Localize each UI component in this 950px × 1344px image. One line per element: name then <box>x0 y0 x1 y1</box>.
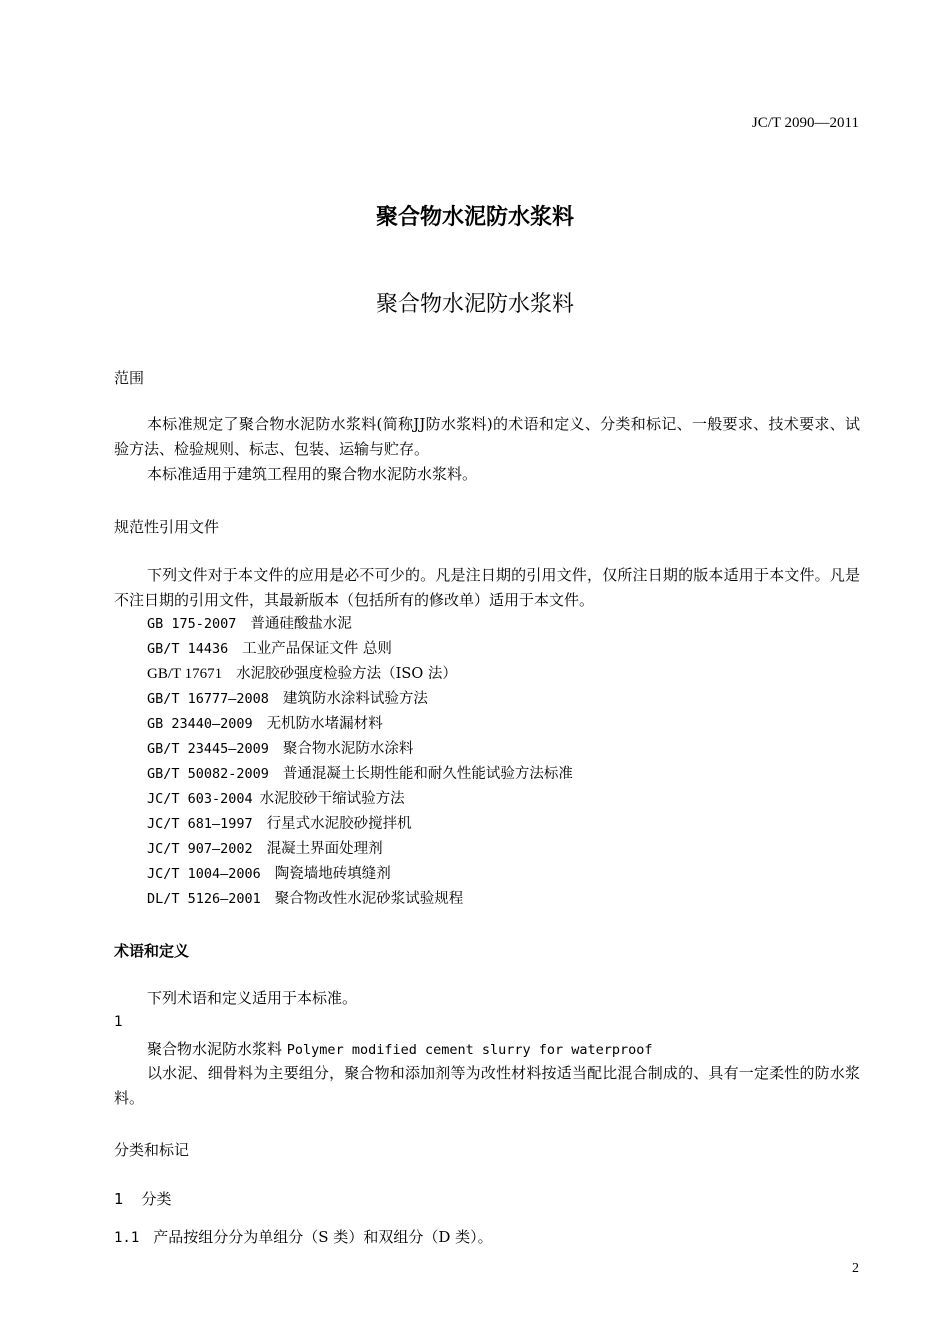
reference-code: GB/T 14436 <box>147 641 229 657</box>
reference-item <box>147 687 573 712</box>
document-title-bold: 聚合物水泥防水浆料 <box>375 205 574 230</box>
reference-code: DL/T 5126—2001 <box>147 891 261 907</box>
references-heading: 规范性引用文件 <box>114 518 220 536</box>
reference-title: 水泥胶砂干缩试验方法 <box>259 791 405 807</box>
term-english: Polymer modified cement slurry for waterproof <box>286 1042 653 1058</box>
reference-code: JC/T 1004—2006 <box>147 866 261 882</box>
clause-1-1 <box>114 1226 493 1247</box>
standard-code: JC/T 2090—2011 <box>751 115 859 131</box>
reference-item <box>147 887 573 912</box>
term-definition: 以水泥、细骨料为主要组分，聚合物和添加剂等为改性材料按适当配比混合制成的、具有一定柔性的防水浆料。 <box>114 1064 860 1107</box>
reference-item <box>147 612 573 637</box>
reference-title: 行星式水泥胶砂搅拌机 <box>266 816 412 832</box>
references-intro: 下列文件对于本文件的应用是必不可少的。凡是注日期的引用文件，仅所注日期的版本适用于本文件。凡是不注日期的引用文件，其最新版本（包括所有的修改单）适用于本文件。 <box>114 566 860 609</box>
reference-item <box>147 762 573 787</box>
reference-item <box>147 812 573 837</box>
scope-paragraph-1: 本标准规定了聚合物水泥防水浆料(简称JJ防水浆料)的术语和定义、分类和标记、一般要求、技术要求、试验方法、检验规则、标志、包装、运输与贮存。 <box>114 415 860 458</box>
reference-code: GB/T 23445—2009 <box>147 741 269 757</box>
scope-paragraph-2: 本标准适用于建筑工程用的聚合物水泥防水浆料。 <box>147 465 478 483</box>
terms-heading: 术语和定义 <box>114 942 190 960</box>
reference-item <box>147 662 573 687</box>
classification-subheading <box>114 1188 172 1209</box>
subheading-label: 分类 <box>141 1190 172 1208</box>
reference-code: GB/T 50082-2009 <box>147 766 269 782</box>
reference-title: 无机防水堵漏材料 <box>266 716 383 732</box>
classification-heading: 分类和标记 <box>114 1141 190 1159</box>
reference-title: 普通混凝土长期性能和耐久性能试验方法标准 <box>282 766 573 782</box>
reference-item <box>147 637 573 662</box>
term-chinese: 聚合物水泥防水浆料 <box>147 1040 283 1058</box>
subheading-number: 1 <box>114 1190 124 1208</box>
reference-title: 建筑防水涂料试验方法 <box>282 691 428 707</box>
reference-title: 普通硅酸盐水泥 <box>250 616 352 632</box>
page-number: 2 <box>852 1261 859 1276</box>
reference-code: GB 175-2007 <box>147 616 237 632</box>
clause-number: 1.1 <box>114 1230 140 1246</box>
reference-code: GB 23440—2009 <box>147 716 253 732</box>
reference-title: 混凝土界面处理剂 <box>266 841 383 857</box>
term-number: 1 <box>114 1014 123 1030</box>
reference-title: 聚合物改性水泥砂浆试验规程 <box>274 891 464 907</box>
reference-title: 陶瓷墙地砖填缝剂 <box>274 866 391 882</box>
document-title: 聚合物水泥防水浆料 <box>375 292 574 317</box>
reference-item <box>147 712 573 737</box>
clause-text: 产品按组分分为单组分（S 类）和双组分（D 类）。 <box>153 1228 493 1246</box>
reference-title: 工业产品保证文件 总则 <box>242 641 392 657</box>
reference-title: 聚合物水泥防水涂料 <box>282 741 414 757</box>
reference-code: GB/T 17671 <box>147 666 223 682</box>
reference-title: 水泥胶砂强度检验方法（ISO 法） <box>236 666 457 682</box>
reference-item <box>147 862 573 887</box>
term-entry <box>147 1038 653 1059</box>
scope-heading: 范围 <box>114 369 145 387</box>
reference-list <box>147 612 573 912</box>
reference-code: JC/T 603-2004 <box>147 791 253 807</box>
reference-code: GB/T 16777—2008 <box>147 691 269 707</box>
terms-intro: 下列术语和定义适用于本标准。 <box>147 989 358 1007</box>
reference-item <box>147 737 573 762</box>
reference-item <box>147 837 573 862</box>
reference-item <box>147 787 573 812</box>
reference-code: JC/T 907—2002 <box>147 841 253 857</box>
reference-code: JC/T 681—1997 <box>147 816 253 832</box>
